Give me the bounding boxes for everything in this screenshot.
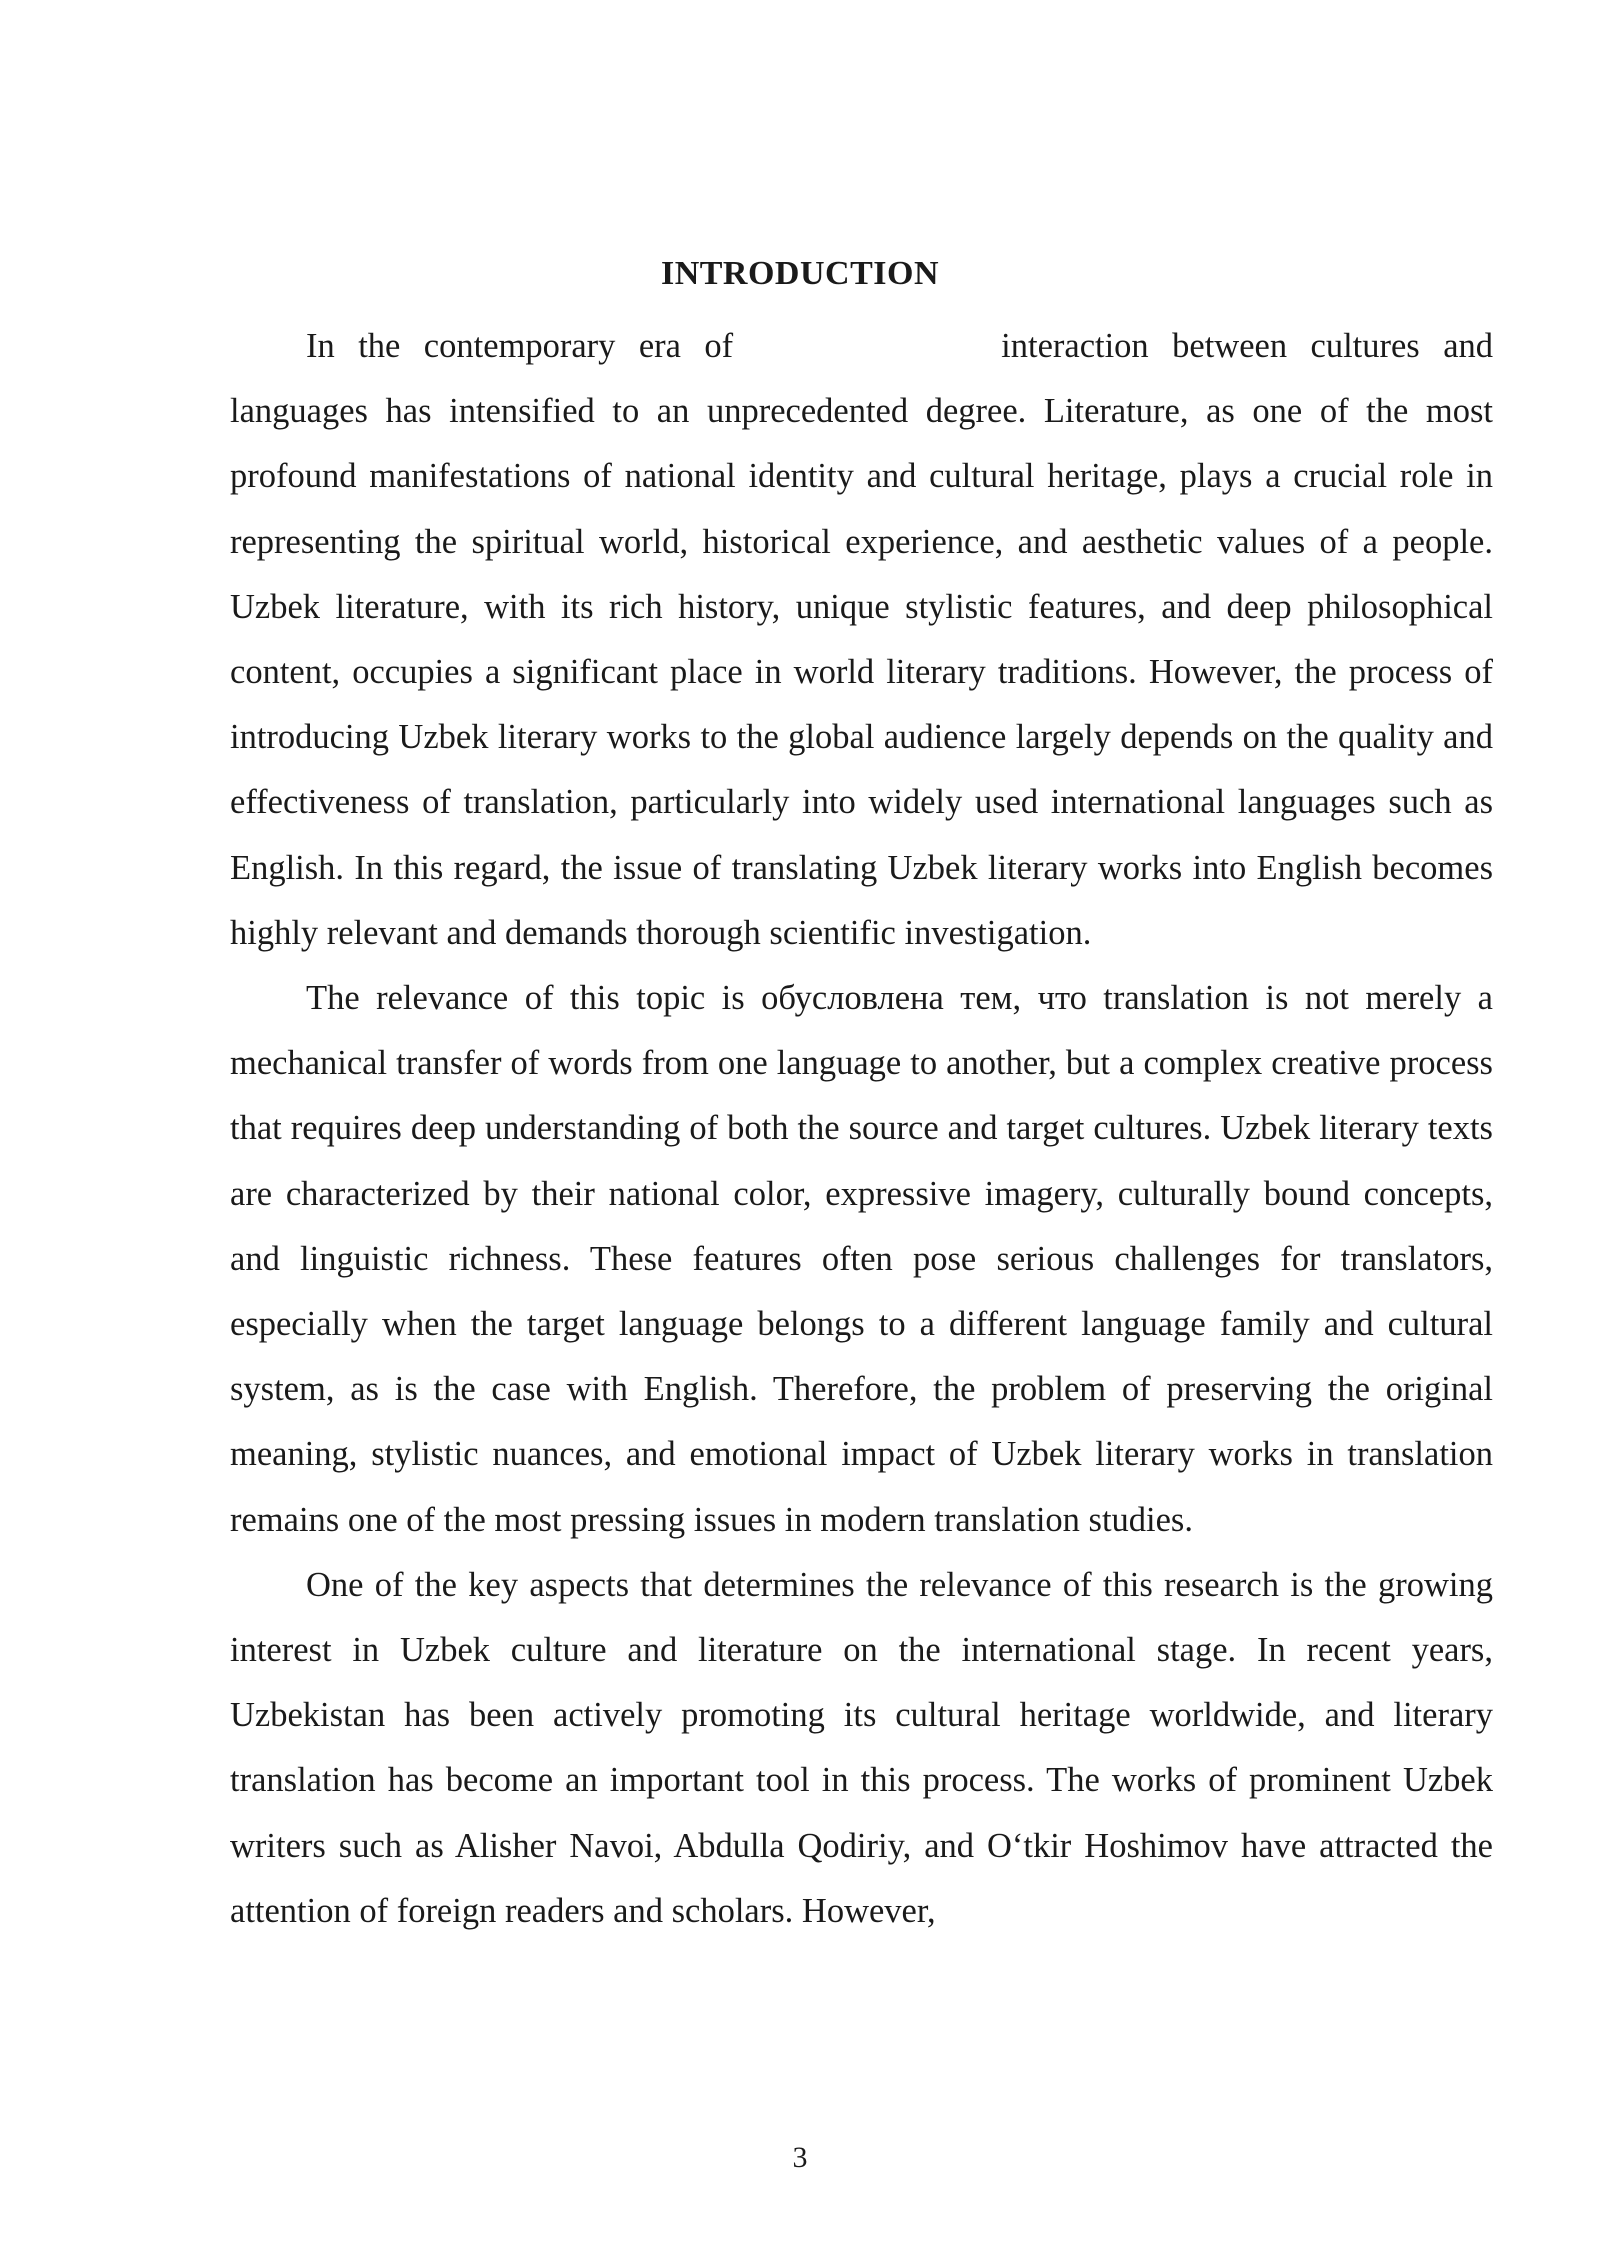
paragraph-1-start: In the contemporary era of bbox=[306, 327, 734, 365]
page-number: 3 bbox=[792, 2141, 808, 2174]
body-text bbox=[230, 314, 1493, 1944]
paragraph-2: The relevance of this topic is обусловлена тем, что translation is not merely a mechanical transfer of words from one language to another, but a complex creative process that requires deep understanding of both the source and target cultures. Uzbek literary texts are characterized by their national color, expressive imagery, culturally bound concepts, and linguistic richness. These features often pose serious challenges for translators, especially when the target language belongs to a different language family and cultural system, as is the case with English. Therefore, the problem of preserving the original meaning, stylistic nuances, and emotional impact of Uzbek literary works in translation remains one of the most pressing issues in modern translation studies. bbox=[230, 979, 1493, 1539]
paragraph-3: One of the key aspects that determines the relevance of this research is the growing interest in Uzbek culture and literature on the international stage. In recent years, Uzbekistan has been actively promoting its cultural heritage worldwide, and literary translation has become an important tool in this process. The works of prominent Uzbek writers such as Alisher Navoi, Abdulla Qodiriy, and O‘tkir Hoshimov have attracted the attention of foreign readers and scholars. However, bbox=[230, 1565, 1493, 1930]
paragraph-1-rest: interaction between cultures and languages has intensified to an unprecedented degree. Literature, as one of the most profound manifestations of national identity and cultural heritage, plays a crucial role in representing the spiritual world, historical experience, and aesthetic values of a people. Uzbek literature, with its rich history, unique stylistic features, and deep philosophical content, occupies a significant place in world literary traditions. However, the process of introducing Uzbek literary works to the global audience largely depends on the quality and effectiveness of translation, particularly into widely used international languages such as English. In this regard, the issue of translating Uzbek literary works into English becomes highly relevant and demands thorough scientific investigation. bbox=[230, 327, 1494, 952]
paragraph-1 bbox=[230, 314, 1493, 966]
page-heading: INTRODUCTION bbox=[660, 255, 940, 290]
